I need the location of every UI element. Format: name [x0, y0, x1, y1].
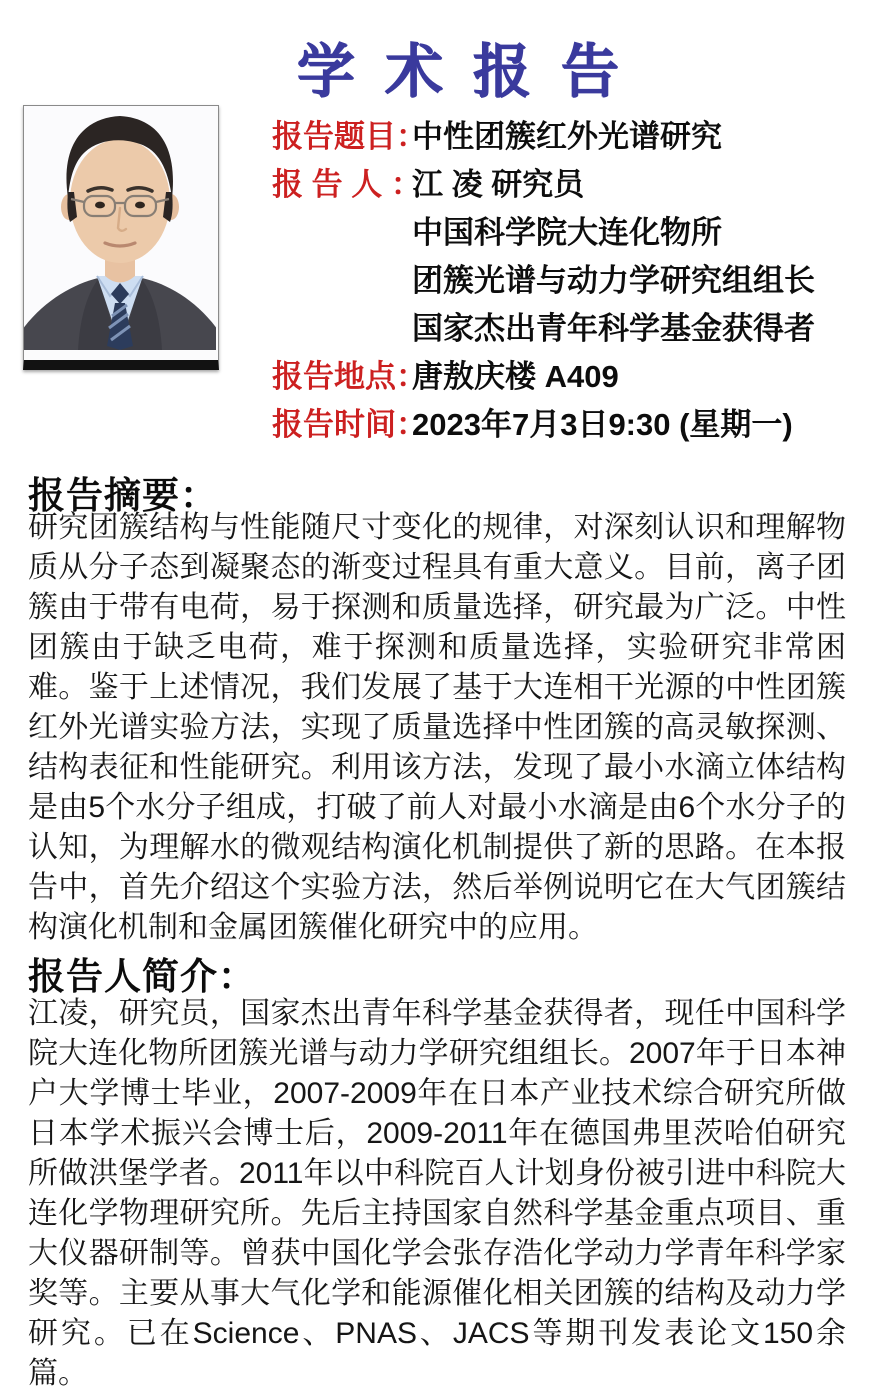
time-value: 2023年7月3日9:30 (星期一) — [412, 407, 793, 442]
affiliation-value: 中国科学院大连化物所 — [412, 215, 722, 250]
info-row-group-title — [272, 257, 847, 305]
abstract-heading: 报告摘要： — [28, 475, 218, 516]
abstract-body: 研究团簇结构与性能随尺寸变化的规律，对深刻认识和理解物质从分子态到凝聚态的渐变过程具有重大意义。目前，离子团簇由于带有电荷，易于探测和质量选择，研究最为广泛。中性团簇由于缺乏电荷，难于探测和质量选择，实验研究非常困难。鉴于上述情况，我们发展了基于大连相干光源的中性团簇红外光谱实验方法，实现了质量选择中性团簇的高灵敏探测、结构表征和性能研究。利用该方法，发现了最小水滴立体结构是由5个水分子组成，打破了前人对最小水滴是由6个水分子的认知，为理解水的微观结构演化机制提供了新的思路。在本报告中，首先介绍这个实验方法，然后举例说明它在大气团簇结构演化机制和金属团簇催化研究中的应用。 — [28, 511, 846, 944]
speaker-portrait-illustration — [24, 106, 216, 350]
info-row-topic — [272, 113, 847, 161]
info-row-honor — [272, 305, 847, 353]
speaker-value: 江 凌 研究员 — [412, 167, 585, 202]
info-row-speaker — [272, 161, 847, 209]
topic-label: 报告题目： — [272, 119, 427, 154]
location-value: 唐敖庆楼 A409 — [412, 359, 619, 394]
info-row-location — [272, 353, 847, 401]
group-title-value: 团簇光谱与动力学研究组组长 — [412, 263, 815, 298]
honor-value: 国家杰出青年科学基金获得者 — [412, 311, 815, 346]
speaker-label: 报 告 人 ： — [272, 167, 422, 202]
page-title-text: 学术报告 — [296, 37, 649, 105]
topic-value: 中性团簇红外光谱研究 — [412, 119, 722, 154]
bio-body: 江凌，研究员，国家杰出青年科学基金获得者，现任中国科学院大连化物所团簇光谱与动力学研究组组长。2007年于日本神户大学博士毕业，2007-2009年在日本产业技术综合研究所做日本学术振兴会博士后，2009-2011年在德国弗里茨哈伯研究所做洪堡学者。2011年以中科院百人计划身份被引进中科院大连化学物理研究所。先后主持国家自然科学基金重点项目、重大仪器研制等。曾获中国化学会张存浩化学动力学青年科学家奖等。主要从事大气化学和能源催化相关团簇的结构及动力学研究。已在Science、PNAS、JACS等期刊发表论文150余篇。 — [28, 997, 846, 1390]
info-row-time — [272, 401, 847, 449]
time-label: 报告时间： — [272, 407, 427, 442]
location-label: 报告地点： — [272, 359, 427, 394]
lecture-info — [272, 113, 847, 449]
speaker-photo — [23, 105, 219, 370]
page-title — [0, 24, 869, 108]
info-row-affiliation — [272, 209, 847, 257]
bio-heading: 报告人简介： — [28, 956, 256, 997]
